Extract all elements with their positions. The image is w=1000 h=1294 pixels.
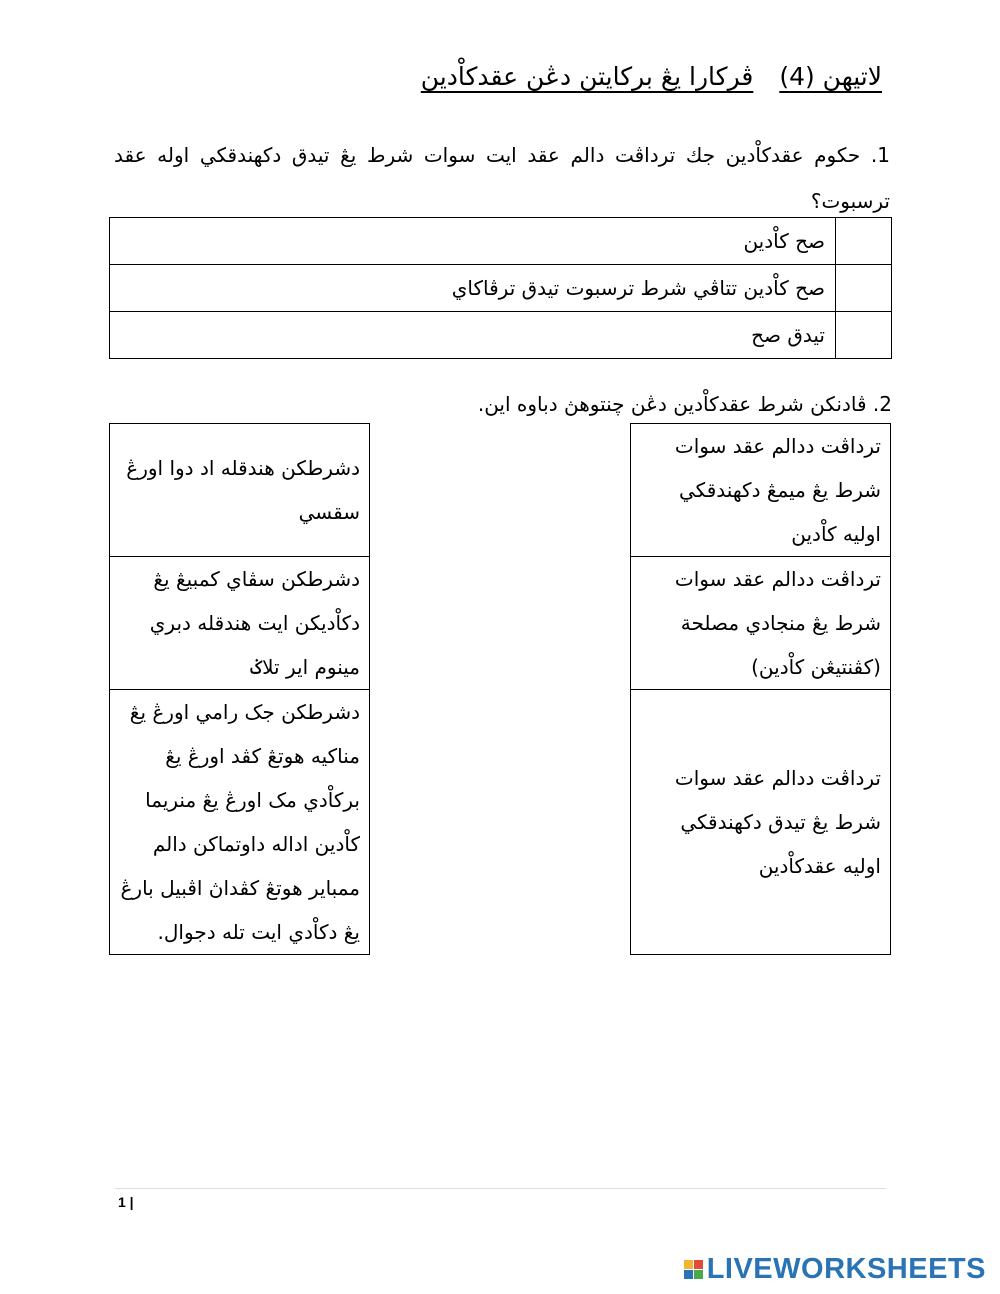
match-example-3-text: دشرطكن جک رامي اورڠ يڠ مناكيه هوتڠ كڤد اورڠ يڠ بركاْدي مک اورڠ يڠ منريما كاْدين اداله داوتماكن دالم ممباير هوتڠ كڤداڽ اڤبيل بارڠ يڠ دكاْدي ايت تله دجوال. [120,700,360,944]
option-3-checkbox[interactable] [836,312,892,359]
match-condition-1[interactable] [630,423,891,557]
liveworksheets-grid-icon [684,1260,703,1279]
match-conditions-column [630,423,891,955]
option-1-checkbox[interactable] [836,218,892,265]
match-condition-3[interactable] [630,690,891,955]
match-example-1-text: دشرطكن هندقله اد دوا اورڠ سقسي [126,456,360,524]
footer-divider [115,1188,886,1189]
worksheet-title [421,62,882,91]
option-2-checkbox[interactable] [836,265,892,312]
option-3-label: تيدق صح [110,312,836,359]
match-condition-2[interactable] [630,557,891,690]
option-1-label: صح كاْدين [110,218,836,265]
exercise-number: لاتيهن (4) [779,62,882,91]
page-number: 1 | [118,1194,134,1210]
question-1-text: 1. حكوم عقدكاْدين جك ترداڤت دالم عقد ايت سوات شرط يڠ تيدق دكهندقكي اوله عقد ترسبوت؟ [114,143,890,213]
option-row [110,312,892,359]
question-1-options [109,217,892,359]
match-example-1[interactable] [109,423,370,557]
exercise-subtitle: ڤركارا يڠ بركايتن دڠن عقدكاْدين [420,62,754,91]
question-2-text: 2. ڤادنكن شرط عقدكاْدين دڠن چنتوهڽ دباوه اين. [477,392,892,416]
match-condition-2-text: ترداڤت ددالم عقد سوات شرط يڠ منجادي مصلحة (كڤنتيڠن كاْدين) [674,567,881,679]
match-example-3[interactable] [109,690,370,955]
match-condition-3-text: ترداڤت ددالم عقد سوات شرط يڠ تيدق دكهندقكي اوليه عقدكاْدين [674,766,881,878]
match-examples-column [109,423,370,955]
option-2-label: صح كاْدين تتاڤي شرط ترسبوت تيدق ترڤاكاي [110,265,836,312]
option-row [110,218,892,265]
brand-name: LIVEWORKSHEETS [706,1253,986,1285]
match-example-2[interactable] [109,557,370,690]
option-row [110,265,892,312]
liveworksheets-logo [684,1253,986,1286]
match-condition-1-text: ترداڤت ددالم عقد سوات شرط يڠ ميمڠ دكهندقكي اوليه كاْدين [674,434,881,546]
match-example-2-text: دشرطكن سڤاي كمبيڠ يڠ دكاْديكن ايت هندقله دبري مينوم اير تلاݢ [149,567,360,679]
